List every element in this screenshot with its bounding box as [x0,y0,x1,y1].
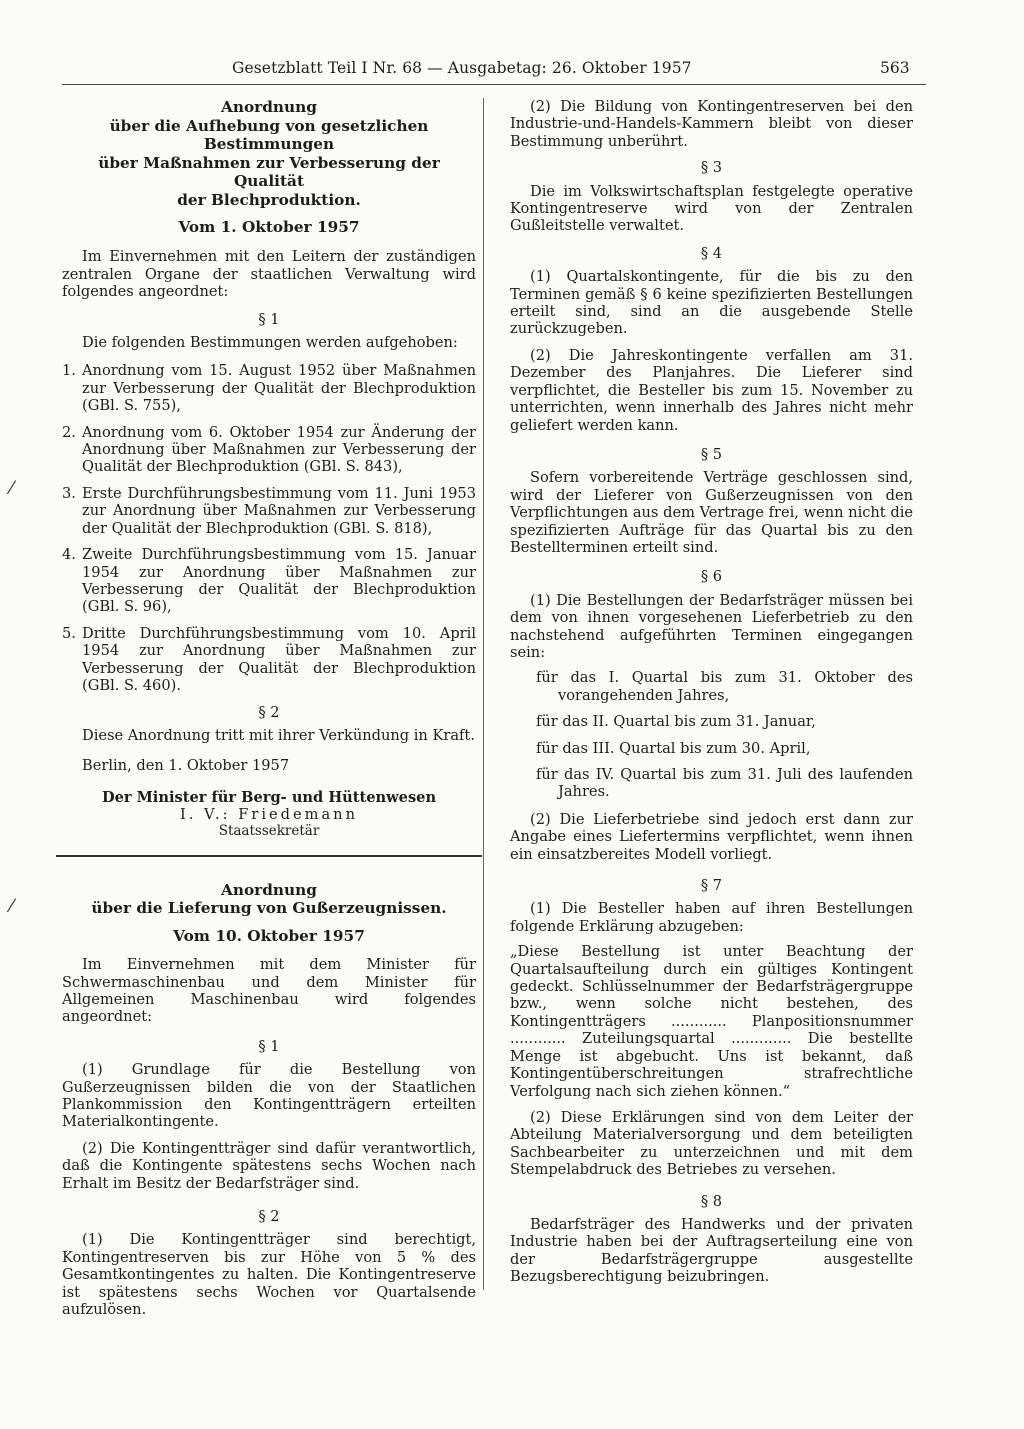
list-item: 5. Dritte Durchführungsbestimmung vom 10. April 1954 zur Anordnung über Maßnahmen zur Verbesserung der Qualität der Blechproduktion (GBl. S. 460). [62,624,476,694]
section-6-label: § 6 [700,568,723,586]
signer-role: Staatssekretär [218,823,320,840]
title-line: über die Aufhebung von gesetzlichen Bestimmungen [109,116,429,153]
section-8-text: Bedarfsträger des Handwerks und der privaten Industrie haben bei der Auftragserteilung eine von der Bedarfsträgergruppe ausgestellte Bezugsberechtigung beizubringen. [510,1215,913,1286]
section-2-paragraph-1: (1) Die Kontingentträger sind berechtigt, Kontingentreserven bis zur Höhe von 5 % des Gesamtkontingentes zu halten. Die Kontingentreserve ist spätestens sechs Wochen vor Quartalsende aufzulösen. [62,1231,476,1319]
column-divider [483,98,484,1290]
title-line: Anordnung [220,880,317,899]
signer-title: Der Minister für Berg- und Hüttenwesen [101,788,437,806]
section-2-label: § 2 [258,1208,280,1226]
section-2-text: Diese Anordnung tritt mit ihrer Verkündung in Kraft. [82,726,475,744]
quarter-item: für das I. Quartal bis zum 31. Oktober des vorangehenden Jahres, [536,669,913,704]
section-1-paragraph-2: (2) Die Kontingentträger sind dafür verantwortlich, daß die Kontingente spätestens sechs Wochen nach Erhalt im Besitz der Bedarfsträger sind. [62,1139,476,1192]
margin-tick-mark: ⁄ [10,478,14,499]
section-6-paragraph-1: (1) Die Bestellungen der Bedarfsträger müssen bei dem von ihnen vorgesehenen Lieferbetrieb zu den nachstehend aufgeführten Terminen eingegangen sein: [510,591,913,661]
section-separator [56,855,482,857]
section-1-paragraph-1: (1) Grundlage für die Bestellung von Gußerzeugnissen bilden die von der Staatlichen Plankommission den Kontingentträgern erteilten Materialkontingente. [62,1061,476,1131]
section-2-paragraph-2: (2) Die Bildung von Kontingentreserven bei den Industrie-und-Handels-Kammern bleibt von dieser Bestimmung unberührt. [510,98,913,150]
section-1-label: § 1 [258,1037,280,1055]
quarter-item: für das III. Quartal bis zum 30. April, [536,739,811,757]
section-7-label: § 7 [700,877,723,895]
header-rule [62,84,926,85]
section-4-paragraph-1: (1) Quartalskontingente, für die bis zu den Terminen gemäß § 6 keine spezifizierten Bestellungen erteilt sind, sind an die ausgebende Stelle zurückzugeben. [510,268,913,338]
section-1-label: § 1 [258,310,280,328]
header-title: Gesetzblatt Teil I Nr. 68 — Ausgabetag: 26. Oktober 1957 [232,59,692,77]
ordinance-2-preamble: Im Einvernehmen mit dem Minister für Schwermaschinenbau und dem Minister für Allgemeinen Maschinenbau wird folgendes angeordnet: [62,956,476,1026]
section-1-intro: Die folgenden Bestimmungen werden aufgehoben: [82,334,458,352]
title-line: der Blechproduktion. [177,190,361,209]
section-6-paragraph-2: (2) Die Lieferbetriebe sind jedoch erst dann zur Angabe eines Liefertermins verpflichtet, wenn ihnen ein einsatzbereites Modell vorliegt. [510,810,913,863]
ordinance-1-date: Vom 1. Oktober 1957 [178,218,360,236]
quarter-item: für das II. Quartal bis zum 31. Januar, [536,713,816,731]
signer-name: I. V.: Friedemann [180,805,358,823]
section-4-paragraph-2: (2) Die Jahreskontingente verfallen am 31. Dezember des Planjahres. Die Lieferer sind verpflichtet, die Besteller bis zum 15. November zu unterrichten, wenn innerhalb des Jahres nicht mehr geliefert werden kann. [510,346,913,434]
title-line: Anordnung [220,98,317,116]
title-line: über Maßnahmen zur Verbesserung der Qualität [98,153,440,190]
list-item: 1. Anordnung vom 15. August 1952 über Maßnahmen zur Verbesserung der Qualität der Blechproduktion (GBl. S. 755), [62,362,476,415]
place-date: Berlin, den 1. Oktober 1957 [82,757,290,775]
page-number: 563 [880,59,910,77]
list-item: 4. Zweite Durchführungsbestimmung vom 15. Januar 1954 zur Anordnung über Maßnahmen zur Verbesserung der Qualität der Blechproduktion (GBl. S. 96), [62,546,476,616]
ordinance-2-date: Vom 10. Oktober 1957 [173,926,365,945]
ordinance-1-title [62,98,476,209]
quarter-deadlines [510,669,913,800]
list-item: 2. Anordnung vom 6. Oktober 1954 zur Änderung der Anordnung über Maßnahmen zur Verbesserung der Qualität der Blechproduktion (GBl. S. 843), [62,423,476,476]
margin-tick-mark: ⁄ [10,896,14,917]
section-7-paragraph-2: (2) Diese Erklärungen sind von dem Leiter der Abteilung Materialversorgung und dem beteiligten Sachbearbeiter zu unterzeichnen und mit dem Stempelabdruck des Betriebes zu versehen. [510,1108,913,1179]
section-4-label: § 4 [700,244,723,262]
section-5-text: Sofern vorbereitende Verträge geschlossen sind, wird der Lieferer von Gußerzeugnissen von den Verpflichtungen aus dem Vertrage frei, wenn nicht die spezifizierten Aufträge für das Quartal bis zu den Bestellterminen erteilt sind. [510,469,913,556]
section-2-label: § 2 [258,704,280,722]
ordinance-1-preamble: Im Einvernehmen mit den Leitern der zuständigen zentralen Organe der staatlichen Verwaltung wird folgendes angeordnet: [62,248,476,301]
right-column [510,98,913,1286]
section-3-text: Die im Volkswirtschaftsplan festgelegte operative Kontingentreserve wird von der Zentralen Gußleitstelle verwaltet. [510,182,913,235]
section-8-label: § 8 [700,1192,723,1210]
title-line: über die Lieferung von Gußerzeugnissen. [91,899,447,918]
quarter-item: für das IV. Quartal bis zum 31. Juli des laufenden Jahres. [536,766,913,801]
declaration-quote: „Diese Bestellung ist unter Beachtung der Quartalsaufteilung durch ein gültiges Kontingent gedeckt. Schlüsselnummer der Bedarfsträgergruppe bzw., wenn solche nicht bestehen, des Kontingentträgers ............ Planpositionsnummer ............ Zuteilungsquartal ............. Die bestellte Menge ist abgebucht. Uns ist bekannt, daß Kontingentüberschreitungen strafrechtliche Verfolgung nach sich ziehen können.“ [510,943,913,1100]
section-3-label: § 3 [700,159,723,177]
list-item: 3. Erste Durchführungsbestimmung vom 11. Juni 1953 zur Anordnung über Maßnahmen zur Verbesserung der Qualität der Blechproduktion (GBl. S. 818), [62,484,476,537]
left-column [62,98,476,1319]
ordinance-2-title [62,881,476,918]
section-5-label: § 5 [700,445,723,463]
repealed-list [62,362,476,694]
signature-block [62,789,476,841]
section-7-paragraph-1: (1) Die Besteller haben auf ihren Bestellungen folgende Erklärung abzugeben: [510,900,913,935]
